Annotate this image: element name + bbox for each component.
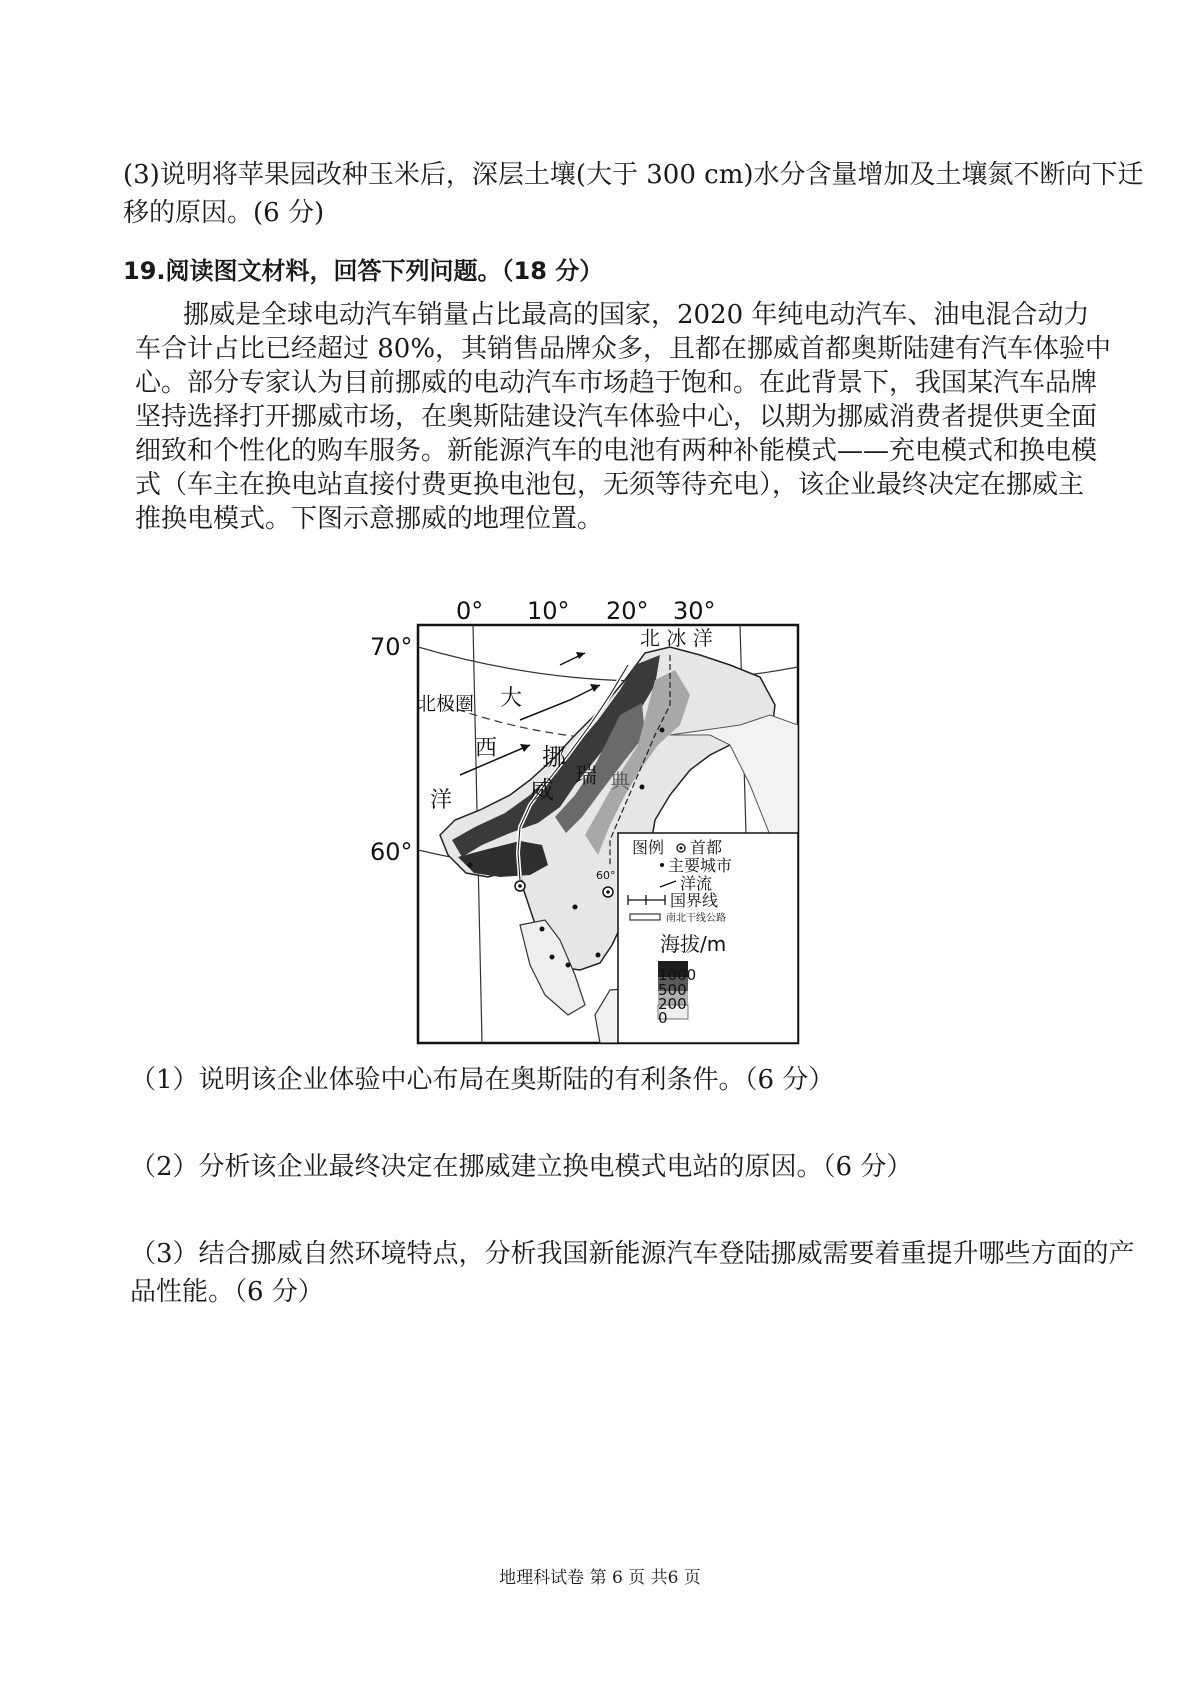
prev-question-line2: 移的原因。(6 分) xyxy=(123,198,325,228)
q19-material xyxy=(135,298,1112,536)
q19-sub3-line2: 品性能。（6 分） xyxy=(130,1277,324,1307)
map-legend xyxy=(618,833,798,1043)
legend-title: 图例 xyxy=(632,838,665,857)
atlantic-label: 洋 xyxy=(430,788,453,813)
arctic-circle-label: 北极圈 xyxy=(417,693,475,715)
small-60-label: 60° xyxy=(596,869,616,882)
legend-current: 洋流 xyxy=(680,874,713,893)
norway-label: 威 xyxy=(530,776,554,804)
elev-tick: 1000 xyxy=(658,966,697,984)
arctic-ocean-label: 北 冰 洋 xyxy=(640,626,713,650)
page-footer: 地理科试卷 第 6 页 共6 页 xyxy=(499,1568,701,1588)
legend-border: 国界线 xyxy=(670,891,719,910)
city-dot xyxy=(640,785,645,790)
capital-symbol xyxy=(518,884,522,888)
norway-map-figure xyxy=(370,595,830,1050)
legend-city-dot xyxy=(660,863,664,867)
material-line: 式（车主在换电站直接付费更换电池包，无须等待充电），该企业最终决定在挪威主 xyxy=(135,470,1085,500)
lon-label: 0° xyxy=(456,597,484,625)
material-line: 推换电模式。下图示意挪威的地理位置。 xyxy=(135,504,604,534)
legend-capital: 首都 xyxy=(690,838,723,857)
material-line: 挪威是全球电动汽车销量占比最高的国家，2020 年纯电动汽车、油电混合动力 xyxy=(183,300,1090,330)
material-line: 心。部分专家认为目前挪威的电动汽车市场趋于饱和。在此背景下，我国某汽车品牌 xyxy=(135,368,1098,398)
norway-label: 挪 xyxy=(542,743,566,771)
sweden-label: 典 xyxy=(610,769,630,793)
capital-symbol xyxy=(606,890,610,894)
city-dot xyxy=(550,955,555,960)
material-line: 细致和个性化的购车服务。新能源汽车的电池有两种补能模式——充电模式和换电模 xyxy=(135,436,1098,466)
atlantic-label: 西 xyxy=(475,736,498,761)
city-dot xyxy=(566,963,571,968)
legend-highway: 南北干线公路 xyxy=(666,913,726,924)
prev-question-line1: (3)说明将苹果园改种玉米后，深层土壤(大于 300 cm)水分含量增加及土壤氮不断向下迁 xyxy=(123,160,1144,190)
lon-label: 30° xyxy=(673,597,716,625)
q19-sub2: （2）分析该企业最终决定在挪威建立换电模式电站的原因。（6 分） xyxy=(130,1152,913,1182)
city-dot xyxy=(540,927,545,932)
elev-tick: 500 xyxy=(658,981,687,999)
elev-tick: 0 xyxy=(658,1009,668,1027)
legend-elevation-title: 海拔/m xyxy=(660,932,727,956)
lon-label: 10° xyxy=(527,597,570,625)
legend-city: 主要城市 xyxy=(668,856,733,875)
material-line: 车合计占比已经超过 80%，其销售品牌众多，且都在挪威首都奥斯陆建有汽车体验中 xyxy=(135,334,1112,364)
legend-highway-symbol xyxy=(630,914,660,920)
material-line: 坚持选择打开挪威市场，在奥斯陆建设汽车体验中心，以期为挪威消费者提供更全面 xyxy=(135,402,1098,432)
lon-label: 20° xyxy=(606,597,649,625)
q19-heading: 19.阅读图文材料，回答下列问题。（18 分） xyxy=(123,257,604,285)
city-dot xyxy=(660,728,665,733)
city-dot xyxy=(573,905,578,910)
lat-label: 60° xyxy=(370,838,413,866)
city-dot xyxy=(596,953,601,958)
elev-tick: 200 xyxy=(658,995,687,1013)
lat-label: 70° xyxy=(370,633,413,661)
atlantic-label: 大 xyxy=(500,686,523,711)
q19-sub1: （1）说明该企业体验中心布局在奥斯陆的有利条件。（6 分） xyxy=(130,1065,835,1095)
city-dot xyxy=(468,863,473,868)
q19-sub3-line1: （3）结合挪威自然环境特点，分析我国新能源汽车登陆挪威需要着重提升哪些方面的产 xyxy=(130,1239,1135,1269)
sweden-label: 瑞 xyxy=(575,764,598,789)
